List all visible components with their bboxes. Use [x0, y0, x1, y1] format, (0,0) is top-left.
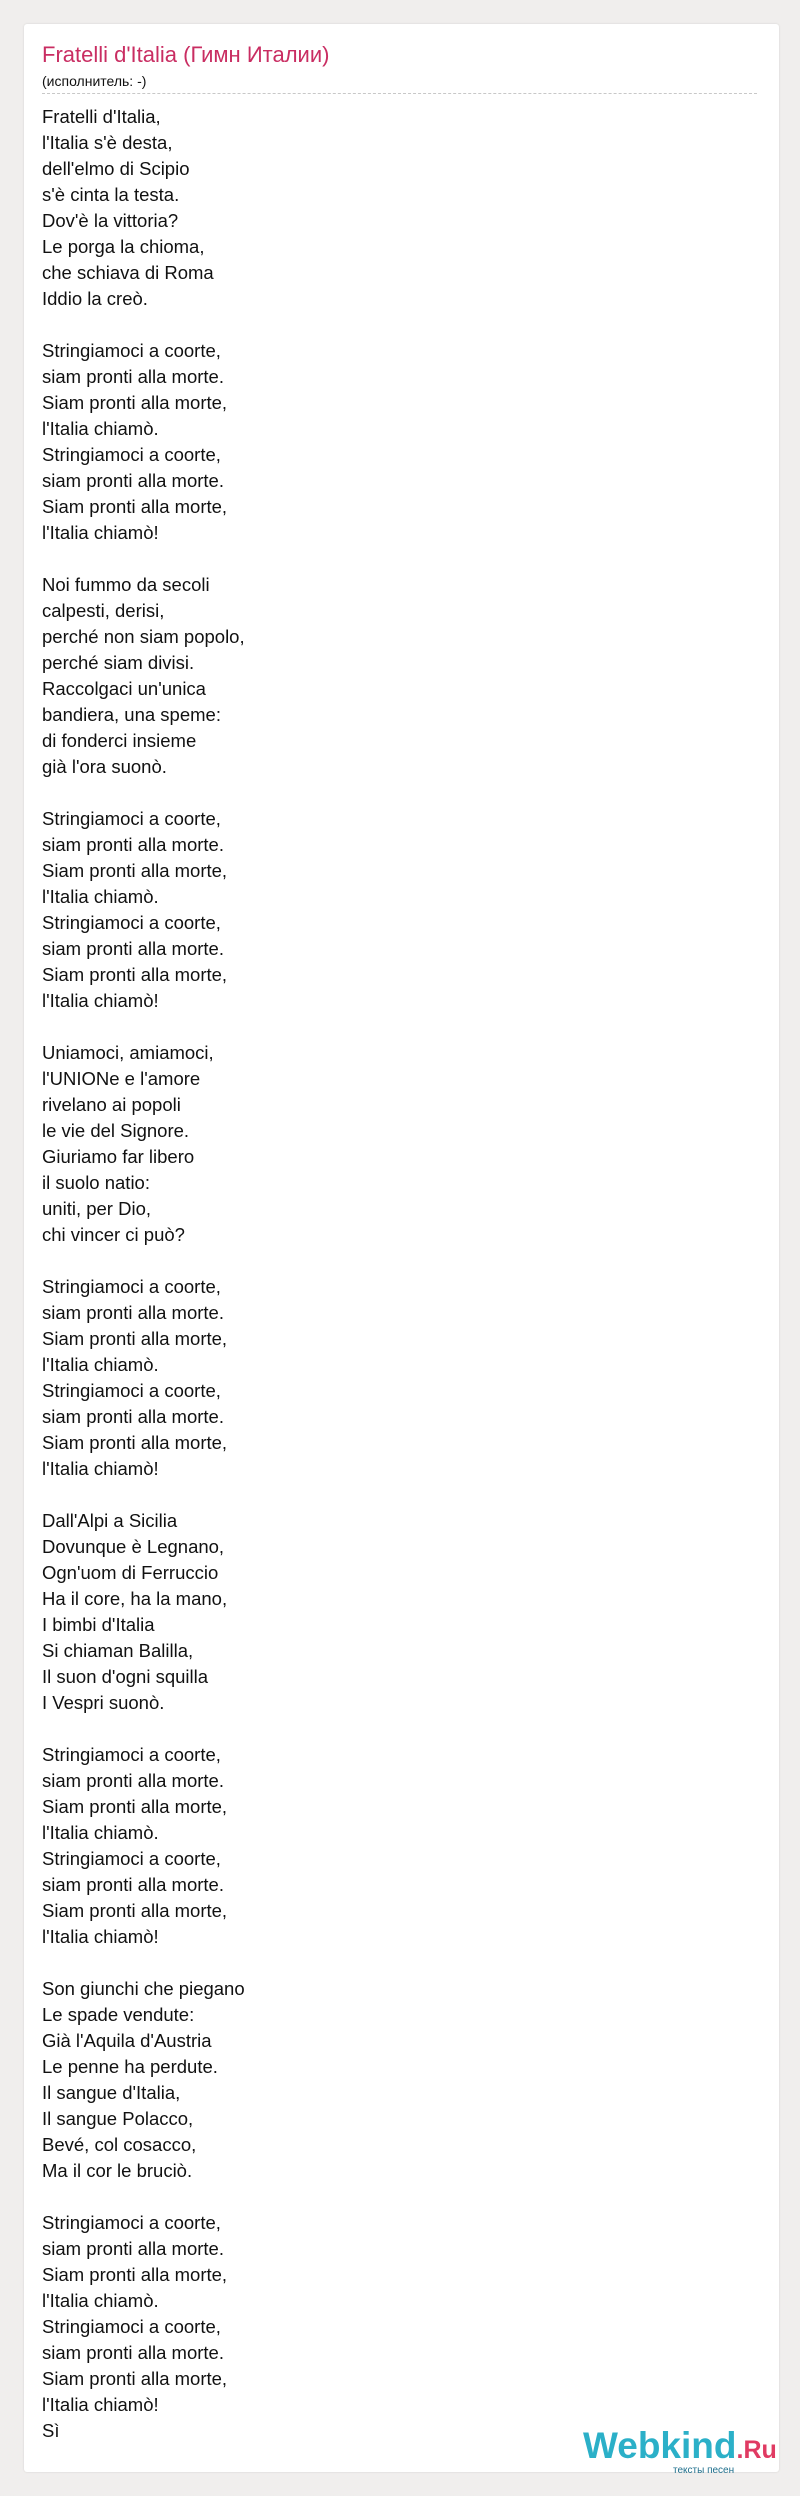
lyrics-line: già l'ora suonò. — [42, 756, 167, 777]
lyrics-line: Stringiamoci a coorte, — [42, 444, 221, 465]
lyrics-line: I Vespri suonò. — [42, 1692, 165, 1713]
lyrics-line: l'Italia chiamò! — [42, 1458, 159, 1479]
lyrics-line: rivelano ai popoli — [42, 1094, 181, 1115]
song-title: Fratelli d'Italia (Гимн Италии) — [42, 42, 330, 67]
lyrics-line: Dovunque è Legnano, — [42, 1536, 225, 1557]
lyrics-line: s'è cinta la testa. — [42, 184, 180, 205]
lyrics-line: Stringiamoci a coorte, — [42, 1848, 221, 1869]
lyrics-line: siam pronti alla morte. — [42, 1406, 224, 1427]
lyrics-line: Fratelli d'Italia, — [42, 106, 161, 127]
lyrics-stanza — [42, 572, 742, 780]
lyrics-line: Stringiamoci a coorte, — [42, 1380, 221, 1401]
lyrics-line: Son giunchi che piegano — [42, 1978, 245, 1999]
lyrics-line: calpesti, derisi, — [42, 600, 165, 621]
lyrics-line: Bevé, col cosacco, — [42, 2134, 197, 2155]
webkind-logo[interactable] — [583, 2424, 777, 2476]
lyrics-line: il suolo natio: — [42, 1172, 150, 1193]
lyrics-line: l'Italia chiamò. — [42, 418, 159, 439]
lyrics-line: Siam pronti alla morte, — [42, 860, 228, 881]
lyrics-line: siam pronti alla morte. — [42, 2342, 224, 2363]
lyrics-line: Siam pronti alla morte, — [42, 964, 228, 985]
lyrics-line: Il sangue d'Italia, — [42, 2082, 181, 2103]
lyrics-line: siam pronti alla morte. — [42, 834, 224, 855]
lyrics-line: Siam pronti alla morte, — [42, 392, 228, 413]
lyrics-line: Già l'Aquila d'Austria — [42, 2030, 212, 2051]
lyrics-line: Le porga la chioma, — [42, 236, 205, 257]
lyrics-stanza — [42, 1274, 742, 1482]
lyrics-line: siam pronti alla morte. — [42, 1874, 224, 1895]
lyrics-line: Giuriamo far libero — [42, 1146, 195, 1167]
lyrics-line: Iddio la creò. — [42, 288, 148, 309]
lyrics-stanza — [42, 806, 742, 1014]
lyrics-line: l'Italia chiamò. — [42, 1822, 159, 1843]
logo-tld-text: .Ru — [736, 2436, 777, 2464]
lyrics-line: Stringiamoci a coorte, — [42, 340, 221, 361]
lyrics-stanza — [42, 1040, 742, 1248]
lyrics-line: l'Italia s'è desta, — [42, 132, 173, 153]
lyrics-line: Le penne ha perdute. — [42, 2056, 218, 2077]
lyrics-line: Stringiamoci a coorte, — [42, 2212, 221, 2233]
lyrics-line: chi vincer ci può? — [42, 1224, 185, 1245]
lyrics-line: siam pronti alla morte. — [42, 1770, 224, 1791]
lyrics-line: Sì — [42, 2420, 60, 2441]
lyrics-line: Siam pronti alla morte, — [42, 2264, 228, 2285]
lyrics-line: dell'elmo di Scipio — [42, 158, 190, 179]
logo-tagline: тексты песен — [673, 2465, 735, 2476]
lyrics-line: l'Italia chiamò! — [42, 990, 159, 1011]
artist-line: (исполнитель: -) — [42, 73, 147, 89]
lyrics-line: l'UNIONe e l'amore — [42, 1068, 201, 1089]
lyrics-line: Noi fummo da secoli — [42, 574, 210, 595]
lyrics-stanza — [42, 338, 742, 546]
lyrics-line: l'Italia chiamò! — [42, 2394, 159, 2415]
lyrics-stanza — [42, 2210, 742, 2444]
lyrics-line: Stringiamoci a coorte, — [42, 1744, 221, 1765]
lyrics-line: uniti, per Dio, — [42, 1198, 151, 1219]
lyrics-line: l'Italia chiamò. — [42, 886, 159, 907]
lyrics-line: Uniamoci, amiamoci, — [42, 1042, 214, 1063]
lyrics-line: Stringiamoci a coorte, — [42, 2316, 221, 2337]
lyrics-line: di fonderci insieme — [42, 730, 197, 751]
lyrics-line: Stringiamoci a coorte, — [42, 912, 221, 933]
lyrics-line: Siam pronti alla morte, — [42, 1328, 228, 1349]
lyrics-line: l'Italia chiamò! — [42, 522, 159, 543]
logo-brand-text: Webkind — [583, 2425, 737, 2466]
lyrics-line: Ogn'uom di Ferruccio — [42, 1562, 219, 1583]
lyrics-line: Stringiamoci a coorte, — [42, 1276, 221, 1297]
lyrics-line: Siam pronti alla morte, — [42, 2368, 228, 2389]
title-divider — [42, 93, 757, 94]
lyrics-body — [42, 104, 742, 2470]
lyrics-line: perché non siam popolo, — [42, 626, 245, 647]
lyrics-line: le vie del Signore. — [42, 1120, 190, 1141]
lyrics-line: siam pronti alla morte. — [42, 470, 224, 491]
lyrics-line: Siam pronti alla morte, — [42, 1432, 228, 1453]
lyrics-line: Ha il core, ha la mano, — [42, 1588, 228, 1609]
lyrics-line: siam pronti alla morte. — [42, 938, 224, 959]
lyrics-line: che schiava di Roma — [42, 262, 214, 283]
lyrics-line: bandiera, una speme: — [42, 704, 221, 725]
lyrics-line: Dall'Alpi a Sicilia — [42, 1510, 178, 1531]
lyrics-line: I bimbi d'Italia — [42, 1614, 155, 1635]
lyrics-line: Siam pronti alla morte, — [42, 1796, 228, 1817]
lyrics-line: siam pronti alla morte. — [42, 366, 224, 387]
lyrics-line: siam pronti alla morte. — [42, 2238, 224, 2259]
lyrics-line: Si chiaman Balilla, — [42, 1640, 194, 1661]
lyrics-line: Siam pronti alla morte, — [42, 496, 228, 517]
lyrics-line: Ma il cor le bruciò. — [42, 2160, 193, 2181]
lyrics-line: Il sangue Polacco, — [42, 2108, 194, 2129]
lyrics-stanza — [42, 1508, 742, 1716]
lyrics-line: Le spade vendute: — [42, 2004, 195, 2025]
lyrics-line: Dov'è la vittoria? — [42, 210, 179, 231]
lyrics-stanza — [42, 104, 742, 312]
lyrics-stanza — [42, 1976, 742, 2184]
lyrics-stanza — [42, 1742, 742, 1950]
lyrics-line: Siam pronti alla morte, — [42, 1900, 228, 1921]
lyrics-line: Il suon d'ogni squilla — [42, 1666, 209, 1687]
lyrics-line: Stringiamoci a coorte, — [42, 808, 221, 829]
lyrics-line: perché siam divisi. — [42, 652, 195, 673]
lyrics-line: Raccolgaci un'unica — [42, 678, 206, 699]
lyrics-line: l'Italia chiamò. — [42, 2290, 159, 2311]
lyrics-line: l'Italia chiamò! — [42, 1926, 159, 1947]
lyrics-line: siam pronti alla morte. — [42, 1302, 224, 1323]
lyrics-line: l'Italia chiamò. — [42, 1354, 159, 1375]
